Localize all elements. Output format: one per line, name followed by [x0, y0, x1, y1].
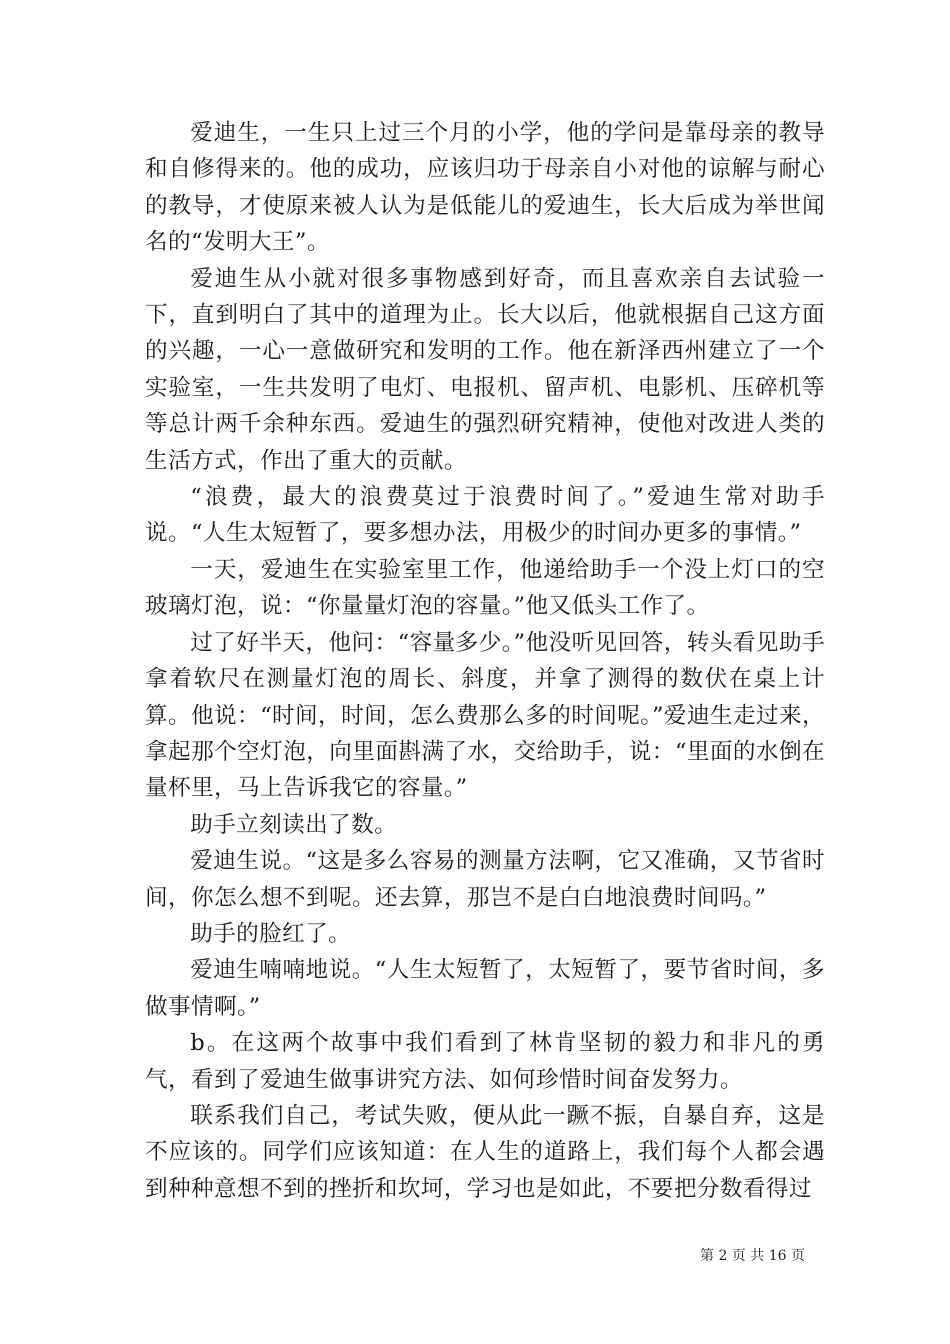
paragraph-6: 助手立刻读出了数。 — [190, 811, 398, 838]
paragraph-11: 联系我们自己，考试失败，便从此一蹶不振，自暴自弃，这是不应该的。同学们应该知道：在人生的道路上，我们每个人都会遇到种种意想不到的挫折和坎坷，学习也是如此，不要把分数看得过 — [145, 1102, 825, 1202]
paragraph-10: b。在这两个故事中我们看到了林肯坚韧的毅力和非凡的勇气，看到了爱迪生做事讲究方法、如何珍惜时间奋发努力。 — [145, 1030, 825, 1093]
paragraph-3: “浪费，最大的浪费莫过于浪费时间了。”爱迪生常对助手说。“人生太短暂了，要多想办法，用极少的时间办更多的事情。” — [145, 484, 825, 547]
paragraph-2: 爱迪生从小就对很多事物感到好奇，而且喜欢亲自去试验一下，直到明白了其中的道理为止。长大以后，他就根据自己这方面的兴趣，一心一意做研究和发明的工作。他在新泽西州建立了一个实验室，一生共发明了电灯、电报机、留声机、电影机、压碎机等等总计两千余种东西。爱迪生的强烈研究精神，使他对改进人类的生活方式，作出了重大的贡献。 — [145, 265, 825, 474]
paragraph-5: 过了好半天，他问：“容量多少。”他没听见回答，转头看见助手拿着软尺在测量灯泡的周长、斜度，并拿了测得的数伏在桌上计算。他说：“时间，时间，怎么费那么多的时间呢。”爱迪生走过来，拿起那个空灯泡，向里面斟满了水，交给助手，说：“里面的水倒在量杯里，马上告诉我它的容量。” — [145, 629, 825, 802]
paragraph-7: 爱迪生说。“这是多么容易的测量方法啊，它又准确，又节省时间，你怎么想不到呢。还去算，那岂不是白白地浪费时间吗。” — [145, 848, 825, 911]
paragraph-1: 爱迪生，一生只上过三个月的小学，他的学问是靠母亲的教导和自修得来的。他的成功，应该归功于母亲自小对他的谅解与耐心的教导，才使原来被人认为是低能儿的爱迪生，长大后成为举世闻名的“发明大王”。 — [145, 120, 825, 256]
paragraph-9: 爱迪生喃喃地说。“人生太短暂了，太短暂了，要节省时间，多做事情啊。” — [145, 957, 825, 1020]
page-body — [145, 115, 825, 1207]
paragraph-4: 一天，爱迪生在实验室里工作，他递给助手一个没上灯口的空玻璃灯泡，说：“你量量灯泡的容量。”他又低头工作了。 — [145, 556, 825, 620]
page-number-footer: 第 2 页 共 16 页 — [700, 1248, 805, 1264]
paragraph-8: 助手的脸红了。 — [190, 920, 352, 947]
